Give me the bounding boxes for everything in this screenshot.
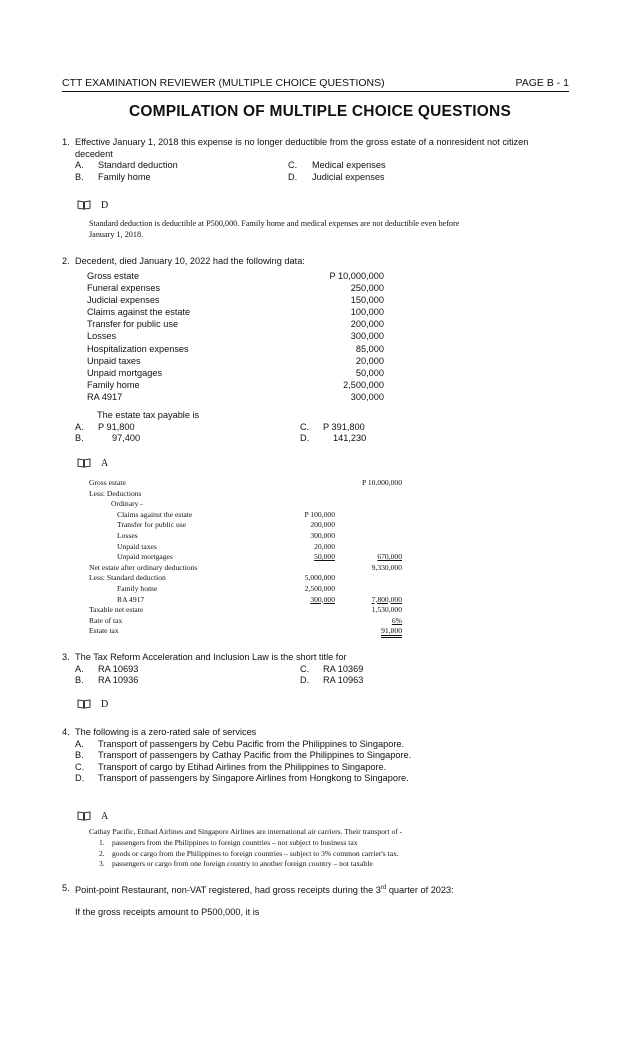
data-label: RA 4917: [87, 391, 123, 402]
data-row: [87, 355, 384, 367]
explanation-item: [89, 838, 589, 849]
question-4: [62, 727, 582, 787]
data-table: [87, 270, 384, 403]
explanation-line: Standard deduction is deductible at P500,000. Family home and medical expenses are not deductible even before: [89, 219, 460, 228]
solution-value: P 10,000,000: [361, 478, 402, 487]
option-text: Medical expenses: [312, 160, 386, 170]
item-number: 2.: [99, 848, 105, 858]
solution-row: [89, 478, 409, 489]
option-letter: D.: [300, 433, 310, 443]
data-row: [87, 379, 384, 391]
data-label: Claims against the estate: [87, 307, 191, 318]
option-letter: A.: [75, 738, 84, 749]
question-2: [62, 256, 582, 270]
solution-label: RA 4917: [117, 594, 145, 604]
data-label: Judicial expenses: [87, 295, 160, 306]
solution-value: 300,000: [310, 530, 335, 540]
data-value: 200,000: [350, 319, 384, 330]
option-text: RA 10693: [98, 663, 139, 674]
solution-label: Unpaid mortgages: [117, 552, 173, 562]
option-letter: C.: [300, 421, 310, 432]
option-letter: A.: [75, 421, 84, 432]
solution-subtotal: 670,000: [377, 552, 402, 562]
data-value: 250,000: [350, 283, 384, 294]
option-text: P 391,800: [323, 421, 365, 432]
solution-row: [89, 616, 409, 627]
question-stem: [75, 883, 454, 897]
solution-label: Losses: [117, 530, 138, 540]
question-2-options: [62, 410, 582, 446]
solution-row: [89, 563, 409, 574]
question-prompt: The estate tax payable is: [97, 410, 200, 420]
solution-label: Gross estate: [89, 478, 126, 487]
solution-value: 9,330,000: [371, 562, 402, 572]
option-letter: D.: [300, 675, 310, 685]
solution-value: 50,000: [314, 552, 335, 562]
data-row: [87, 306, 384, 318]
option-text: Transport of cargo by Etihad Airlines from the Philippines to Singapore.: [98, 761, 387, 772]
book-icon: [77, 811, 91, 821]
item-text: goods or cargo from the Philippines to foreign countries – subject to 3% common carrier's tax.: [112, 848, 399, 858]
option-letter: B.: [75, 675, 84, 685]
option-letter: A.: [75, 663, 84, 674]
page-number: PAGE B - 1: [515, 77, 569, 89]
solution-row: [89, 510, 409, 521]
solution-label: Claims against the estate: [117, 509, 193, 519]
solution-row: [89, 531, 409, 542]
item-text: passengers from the Philippines to foreign countries – not subject to business tax: [112, 837, 358, 847]
data-label: Family home: [87, 379, 140, 390]
solution-row: [89, 584, 409, 595]
data-label: Unpaid mortgages: [87, 367, 163, 378]
data-value: 100,000: [350, 307, 384, 318]
solution-row: [89, 573, 409, 584]
page-title: COMPILATION OF MULTIPLE CHOICE QUESTIONS: [128, 103, 511, 120]
solution-value: P 100,000: [304, 509, 335, 519]
data-value: 150,000: [350, 295, 384, 306]
solution-value: 5,000,000: [304, 573, 335, 583]
solution-computation: [89, 478, 409, 637]
question-prompt: If the gross receipts amount to P500,000, it is: [75, 907, 260, 917]
option-letter: D.: [75, 773, 85, 783]
option-text: RA 10936: [98, 675, 139, 685]
data-value: 300,000: [350, 391, 384, 402]
book-icon: [77, 200, 91, 210]
question-number: 3.: [62, 652, 70, 662]
solution-row: [89, 520, 409, 531]
data-value: 50,000: [355, 367, 384, 378]
solution-total: 91,800: [381, 627, 402, 638]
data-row: [87, 270, 384, 282]
data-value: 300,000: [350, 331, 384, 342]
explanation-line: January 1, 2018.: [89, 230, 144, 239]
data-value: 2,500,000: [343, 379, 384, 390]
solution-label: Less: Standard deduction: [89, 573, 166, 583]
option-text: Transport of passengers by Cathay Pacific from the Philippines to Singapore.: [98, 750, 412, 760]
item-number: 1.: [99, 837, 105, 847]
data-row: [87, 294, 384, 306]
solution-value: 6%: [391, 615, 402, 625]
data-label: Hospitalization expenses: [87, 343, 189, 354]
option-letter: B.: [75, 433, 84, 443]
data-label: Funeral expenses: [87, 283, 161, 294]
data-value: 20,000: [355, 355, 384, 366]
option-text: Transport of passengers by Cebu Pacific from the Philippines to Singapore.: [98, 738, 405, 749]
option-letter: C.: [288, 160, 298, 170]
solution-value: 20,000: [314, 541, 335, 551]
question-5: [62, 883, 582, 923]
question-stem: Decedent, died January 10, 2022 had the following data:: [75, 256, 305, 266]
option-letter: C.: [300, 663, 310, 674]
answer-letter: A: [101, 458, 109, 469]
answer-letter: D: [101, 699, 109, 710]
stem-text: quarter of 2023:: [386, 885, 454, 896]
question-stem: The following is a zero-rated sale of services: [75, 727, 257, 737]
option-text: Judicial expenses: [312, 171, 385, 182]
option-text: Family home: [98, 171, 151, 182]
option-letter: B.: [75, 171, 84, 182]
book-icon: [77, 458, 91, 468]
option-letter: A.: [75, 160, 84, 170]
data-label: Gross estate: [87, 271, 140, 281]
solution-label: Less: Deductions: [89, 488, 142, 498]
option-letter: C.: [75, 761, 85, 772]
solution-label: Unpaid taxes: [117, 541, 157, 551]
solution-row: [89, 552, 409, 563]
data-label: Transfer for public use: [87, 319, 179, 330]
item-number: 3.: [99, 859, 105, 869]
question-1: [62, 137, 582, 187]
data-row: [87, 391, 384, 403]
option-text: 97,400: [112, 433, 141, 443]
answer-letter: A: [101, 811, 109, 822]
stem-text: Point-point Restaurant, non-VAT registered, had gross receipts during the 3: [75, 885, 381, 896]
solution-row: [89, 626, 409, 637]
data-row: [87, 318, 384, 330]
option-text: Transport of passengers by Singapore Airlines from Hongkong to Singapore.: [98, 773, 409, 783]
solution-row: [89, 595, 409, 606]
explanation-item: [89, 859, 589, 870]
option-text: RA 10369: [323, 663, 364, 674]
solution-row: [89, 605, 409, 616]
explanation-intro: Cathay Pacific, Etihad Airlines and Singapore Airlines are international air carriers. Their transport of -: [89, 827, 403, 836]
question-number: 2.: [62, 256, 70, 266]
data-value: 85,000: [355, 343, 384, 354]
data-label: Losses: [87, 331, 117, 342]
question-number: 1.: [62, 137, 70, 147]
question-number: 4.: [62, 727, 70, 737]
data-label: Unpaid taxes: [87, 355, 141, 366]
option-text: 141,230: [333, 433, 367, 443]
solution-value: 200,000: [310, 520, 335, 530]
solution-row: [89, 499, 409, 510]
item-text: passengers or cargo from one foreign country to another foreign country – not taxable: [112, 859, 373, 869]
solution-row: [89, 542, 409, 553]
solution-label: Estate tax: [89, 626, 119, 636]
solution-label: Transfer for public use: [117, 520, 187, 530]
answer-explanation: [89, 218, 589, 240]
question-number: 5.: [62, 883, 70, 893]
question-stem-cont: decedent: [75, 148, 113, 159]
solution-label: Rate of tax: [89, 615, 123, 625]
solution-label: Net estate after ordinary deductions: [89, 562, 198, 572]
option-text: RA 10963: [323, 675, 364, 685]
solution-value: 300,000: [310, 594, 335, 604]
option-text: Standard deduction: [98, 160, 178, 170]
solution-label: Family home: [117, 583, 158, 593]
solution-subtotal: 7,800,000: [371, 594, 402, 604]
solution-value: 2,500,000: [304, 583, 335, 593]
question-stem: Effective January 1, 2018 this expense is no longer deductible from the gross estate of a nonresident not citizen: [75, 137, 529, 147]
question-3: [62, 652, 582, 688]
data-row: [87, 282, 384, 294]
data-row: [87, 330, 384, 342]
data-row: [87, 343, 384, 355]
question-stem: The Tax Reform Acceleration and Inclusion Law is the short title for: [75, 652, 347, 662]
solution-row: [89, 489, 409, 500]
option-text: P 91,800: [98, 421, 135, 432]
solution-label: Taxable net estate: [89, 605, 144, 615]
book-icon: [77, 699, 91, 709]
page-header: [62, 77, 569, 92]
option-letter: B.: [75, 750, 84, 760]
solution-label: Ordinary -: [111, 499, 143, 509]
answer-letter: D: [101, 200, 109, 211]
stem-superscript: rd: [380, 885, 387, 891]
header-title: CTT EXAMINATION REVIEWER (MULTIPLE CHOICE QUESTIONS): [62, 77, 385, 89]
data-row: [87, 367, 384, 379]
option-letter: D.: [288, 171, 298, 182]
explanation-item: [89, 849, 589, 860]
solution-value: 1,530,000: [371, 605, 402, 615]
answer-explanation: [89, 827, 589, 870]
data-value: P 10,000,000: [329, 271, 384, 281]
